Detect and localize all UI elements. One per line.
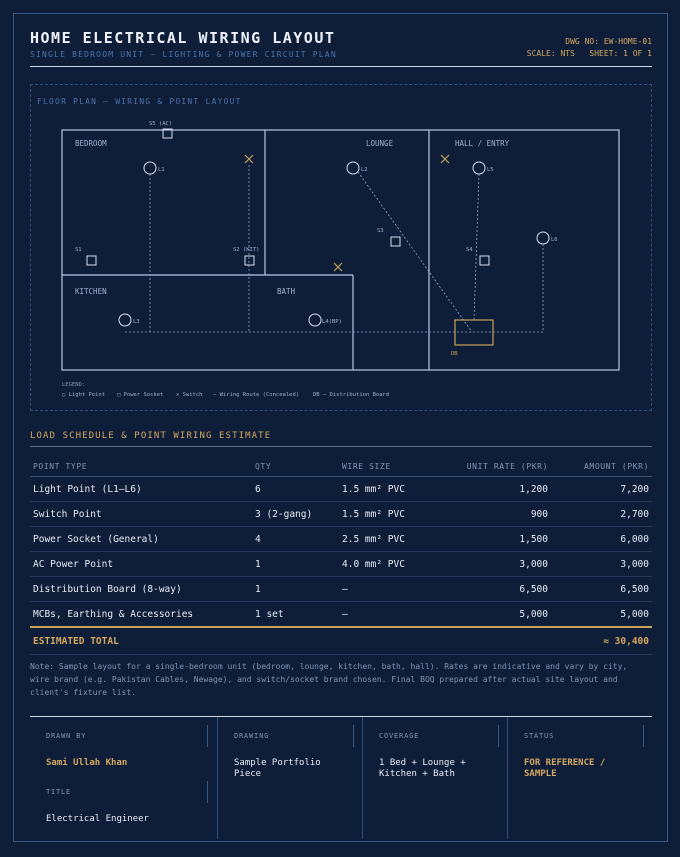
socket-s4: [480, 256, 489, 265]
light-l1: [144, 162, 156, 174]
drawing-subtitle: SINGLE BEDROOM UNIT — LIGHTING & POWER CIRCUIT PLAN: [30, 50, 337, 59]
room-label-lounge: LOUNGE: [366, 139, 394, 148]
cell-wire-size: 1.5 mm² PVC: [339, 477, 439, 502]
cell-wire-size: —: [339, 602, 439, 628]
legend-route: — Wiring Route (Concealed): [213, 392, 300, 398]
cell-unit-rate: 3,000: [439, 552, 551, 577]
table-row: [30, 527, 652, 552]
point-label-l5: L5: [487, 167, 494, 173]
cell-point-type: Switch Point: [30, 502, 252, 527]
drawing-value: Sample Portfolio Piece: [234, 758, 321, 779]
cell-unit-rate: 5,000: [439, 602, 551, 628]
point-label-l1: L1: [158, 167, 165, 173]
room-label-hall: HALL / ENTRY: [455, 139, 510, 148]
footer-col-drawing: [217, 717, 363, 839]
switch-icon-lounge: [334, 263, 342, 271]
legend-switch: ✕ Switch: [176, 392, 203, 398]
table-row: [30, 477, 652, 502]
point-label-db: DB: [451, 351, 458, 357]
col-amount: AMOUNT (PKR): [551, 456, 652, 477]
cell-wire-size: 2.5 mm² PVC: [339, 527, 439, 552]
point-label-l6: L6: [551, 237, 558, 243]
total-label: ESTIMATED TOTAL: [30, 627, 551, 655]
table-row: [30, 552, 652, 577]
col-unit-rate: UNIT RATE (PKR): [439, 456, 551, 477]
legend-title: LEGEND:: [62, 382, 86, 388]
load-schedule-table: [30, 456, 652, 655]
cell-amount: 2,700: [551, 502, 652, 527]
point-label-s1: S1: [75, 247, 82, 253]
table-header-row: [30, 456, 652, 477]
field-tick: [353, 725, 354, 747]
cell-qty: 1: [252, 577, 339, 602]
table-row: [30, 502, 652, 527]
cell-qty: 4: [252, 527, 339, 552]
drawn-by-value: Sami Ullah Khan: [46, 758, 128, 768]
socket-s3: [391, 237, 400, 246]
cell-amount: 6,500: [551, 577, 652, 602]
cell-amount: 6,000: [551, 527, 652, 552]
light-l3: [119, 314, 131, 326]
title-label: TITLE: [46, 788, 72, 796]
cell-qty: 6: [252, 477, 339, 502]
schedule-title: LOAD SCHEDULE & POINT WIRING ESTIMATE: [30, 431, 272, 441]
title-value: Electrical Engineer: [46, 814, 149, 824]
status-value: FOR REFERENCE / SAMPLE: [524, 758, 606, 779]
outer-wall: [62, 130, 619, 370]
total-row: [30, 627, 652, 655]
table-row: [30, 602, 652, 628]
schedule-note: Note: Sample layout for a single-bedroom unit (bedroom, lounge, kitchen, bath, hall). Rates are indicative and vary by city, wire brand (e.g. Pakistan Cables, Newage), and switch/socket brand chosen. Final BOQ prepared after actual site layout and client's fixture list.: [30, 662, 628, 697]
field-tick: [498, 725, 499, 747]
col-wire-size: WIRE SIZE: [339, 456, 439, 477]
route-l2: [358, 172, 472, 332]
light-l6: [537, 232, 549, 244]
coverage-value: 1 Bed + Lounge + Kitchen + Bath: [379, 758, 466, 779]
col-qty: QTY: [252, 456, 339, 477]
col-point-type: POINT TYPE: [30, 456, 252, 477]
point-label-l2: L2: [361, 167, 368, 173]
drawn-by-label: DRAWN BY: [46, 732, 87, 740]
route-l5: [474, 174, 479, 320]
schedule-divider: [30, 446, 652, 447]
light-l4: [309, 314, 321, 326]
cell-qty: 3 (2-gang): [252, 502, 339, 527]
coverage-label: COVERAGE: [379, 732, 420, 740]
cell-qty: 1 set: [252, 602, 339, 628]
point-label-l4: L4(BP): [322, 319, 342, 325]
cell-unit-rate: 6,500: [439, 577, 551, 602]
scale-sheet: SCALE: NTS SHEET: 1 OF 1: [526, 49, 652, 58]
cell-wire-size: 4.0 mm² PVC: [339, 552, 439, 577]
cell-point-type: Light Point (L1–L6): [30, 477, 252, 502]
point-label-s3: S3: [377, 228, 384, 234]
distribution-board: [455, 320, 493, 345]
footer-col-coverage: [362, 717, 508, 839]
drawing-title: HOME ELECTRICAL WIRING LAYOUT: [30, 29, 336, 47]
total-value: ≈ 30,400: [551, 627, 652, 655]
footer-col-drawn-by: [30, 717, 217, 839]
status-label: STATUS: [524, 732, 555, 740]
cell-amount: 5,000: [551, 602, 652, 628]
field-tick: [207, 725, 208, 747]
room-label-bedroom: BEDROOM: [75, 139, 107, 148]
cell-wire-size: 1.5 mm² PVC: [339, 502, 439, 527]
room-label-bath: BATH: [277, 287, 296, 296]
legend-light: ○ Light Point: [62, 392, 106, 398]
field-tick: [207, 781, 208, 803]
socket-s2: [245, 256, 254, 265]
point-label-s2: S2 (KIT): [233, 247, 260, 253]
legend-db: DB — Distribution Board: [313, 392, 390, 398]
cell-unit-rate: 1,500: [439, 527, 551, 552]
point-label-l3: L3: [133, 319, 140, 325]
drawing-label: DRAWING: [234, 732, 270, 740]
cell-amount: 7,200: [551, 477, 652, 502]
field-tick: [643, 725, 644, 747]
table-row: [30, 577, 652, 602]
cell-qty: 1: [252, 552, 339, 577]
point-label-s5: S5 (AC): [149, 121, 173, 127]
switch-icon-bedroom: [245, 155, 253, 163]
cell-point-type: MCBs, Earthing & Accessories: [30, 602, 252, 628]
cell-unit-rate: 900: [439, 502, 551, 527]
light-l2: [347, 162, 359, 174]
cell-wire-size: —: [339, 577, 439, 602]
cell-amount: 3,000: [551, 552, 652, 577]
cell-point-type: Distribution Board (8-way): [30, 577, 252, 602]
point-label-s4: S4: [466, 247, 473, 253]
drawing-number: DWG NO: EW-HOME-01: [565, 37, 652, 46]
switch-icon-hall: [441, 155, 449, 163]
floor-plan-label: FLOOR PLAN — WIRING & POINT LAYOUT: [37, 97, 242, 106]
cell-point-type: Power Socket (General): [30, 527, 252, 552]
room-label-kitchen: KITCHEN: [75, 287, 107, 296]
socket-s1: [87, 256, 96, 265]
footer-col-status: [507, 717, 653, 839]
light-l5: [473, 162, 485, 174]
cell-unit-rate: 1,200: [439, 477, 551, 502]
cell-point-type: AC Power Point: [30, 552, 252, 577]
legend-socket: □ Power Socket: [117, 392, 164, 398]
